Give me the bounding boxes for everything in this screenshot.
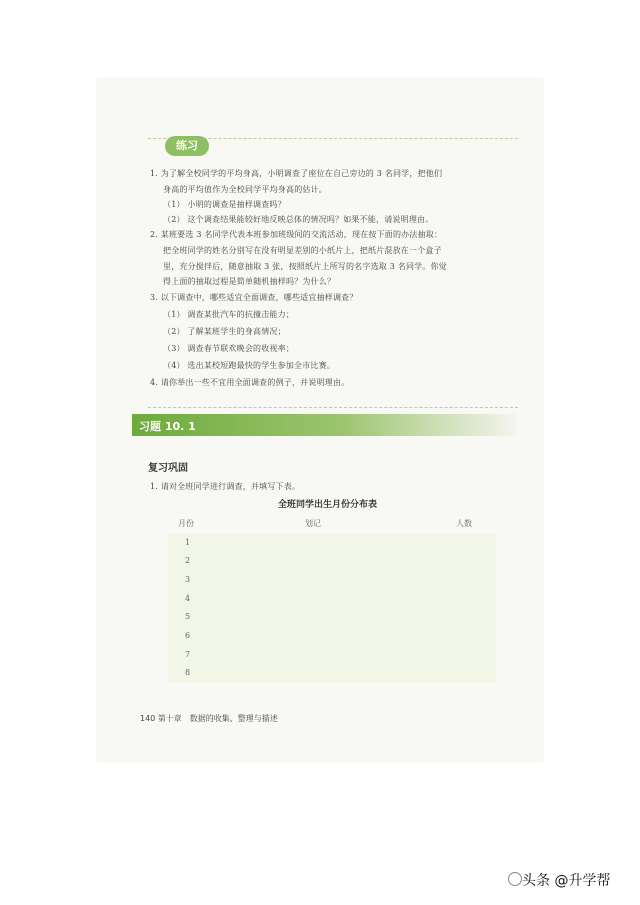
exercise-line: 1. 为了解全校同学的平均身高，小明调查了座位在自己旁边的 3 名同学，把他们: [150, 169, 443, 178]
table-row-month: 6: [185, 631, 191, 640]
exercise-tag: 练习: [165, 136, 209, 156]
exercise-line: 里，充分搅拌后，随意抽取 3 张，按照纸片上所写的名字选取 3 名同学。你觉: [163, 262, 447, 271]
exercise-line: 3. 以下调查中，哪些适宜全面调查，哪些适宜抽样调查？: [150, 293, 358, 302]
exercise-line: （2） 这个调查结果能较好地反映总体的情况吗？如果不能，请说明理由。: [163, 215, 434, 224]
exercise-line: 4. 请你举出一些不宜用全面调查的例子，并说明理由。: [150, 378, 350, 387]
table-row-month: 4: [185, 594, 191, 603]
table-header-count: 人数: [456, 519, 472, 528]
table-header-tally: 划记: [305, 519, 321, 528]
table-header-month: 月份: [178, 519, 194, 528]
table-title: 全班同学出生月份分布表: [278, 500, 378, 510]
table-row-month: 8: [185, 668, 191, 677]
watermark: 头条 @升学帮: [522, 873, 611, 889]
page-footer: 140 第十章 数据的收集、整理与描述: [140, 714, 278, 723]
exercise-line: （1） 小明的调查是抽样调查吗？: [163, 200, 286, 209]
table-row-month: 3: [185, 575, 191, 584]
watermark-icon: [508, 872, 522, 886]
exercise-line: 得上面的抽取过程是简单随机抽样吗？为什么？: [163, 277, 336, 286]
section-title: 习题 10. 1: [139, 420, 196, 433]
exercise-line: （3） 调查春节联欢晚会的收视率；: [163, 344, 295, 353]
table-body: [168, 533, 496, 683]
exercise-line: 把全班同学的姓名分别写在没有明显差别的小纸片上，把纸片混放在一个盒子: [163, 246, 442, 255]
table-row-month: 2: [185, 556, 191, 565]
review-question: 1. 请对全班同学进行调查，并填写下表。: [150, 482, 301, 491]
table-row-month: 7: [185, 650, 191, 659]
exercise-line: 2. 某班要选 3 名同学代表本班参加班级间的交流活动，现在按下面的办法抽取：: [150, 230, 443, 239]
exercise-line: （1） 调查某批汽车的抗撞击能力；: [163, 310, 295, 319]
exercise-line: （2） 了解某班学生的身高情况；: [163, 327, 286, 336]
exercise-line: （4） 选出某校短跑最快的学生参加全市比赛。: [163, 361, 336, 370]
exercise-line: 身高的平均值作为全校同学平均身高的估计。: [163, 185, 327, 194]
review-title: 复习巩固: [148, 463, 188, 474]
table-row-month: 5: [185, 612, 191, 621]
table-row-month: 1: [185, 538, 191, 547]
